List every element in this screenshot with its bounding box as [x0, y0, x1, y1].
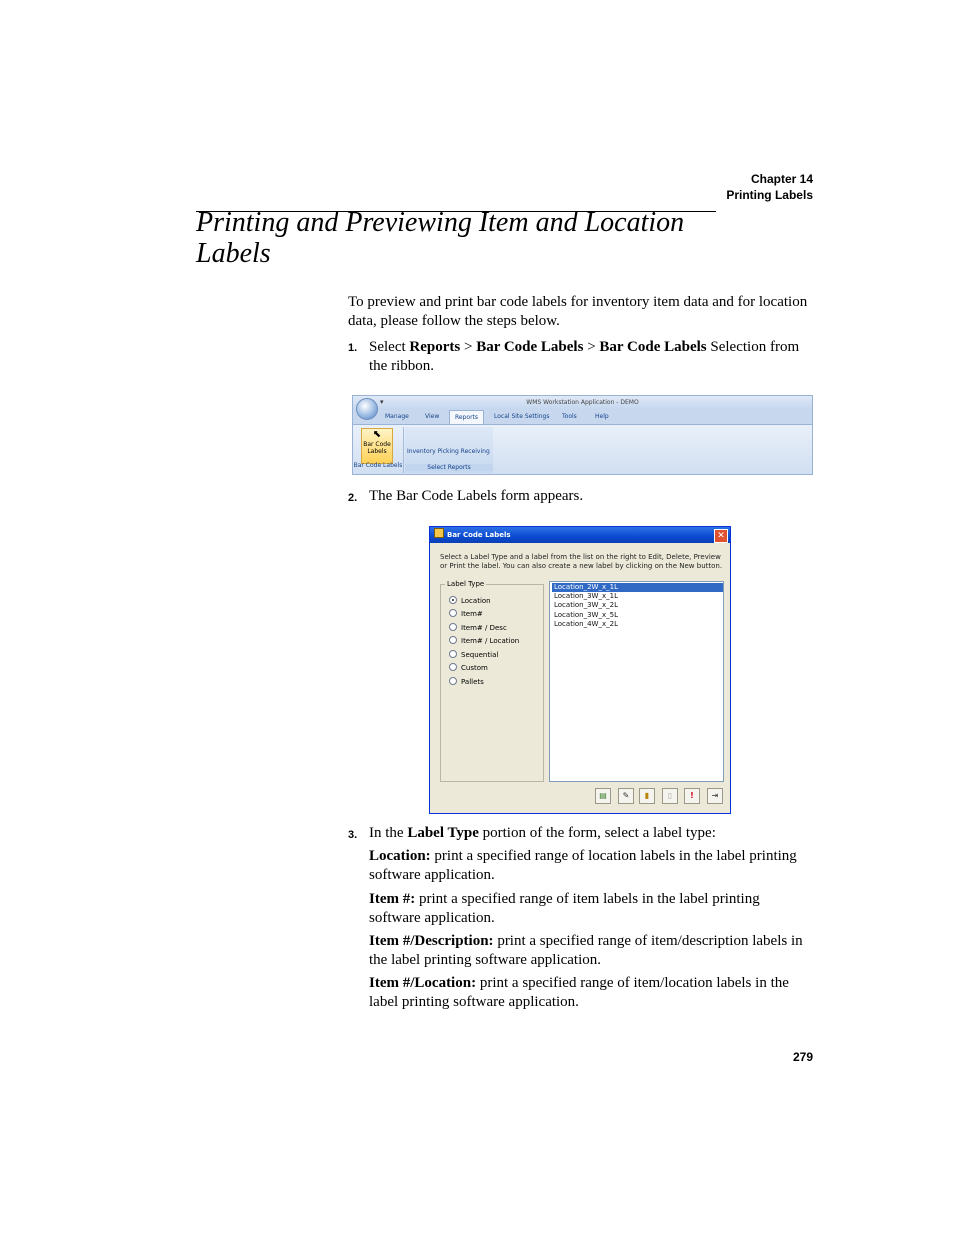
tab-manage[interactable]: Manage [385, 413, 409, 420]
print-button[interactable]: ! [684, 788, 700, 804]
button-label-line2: Labels [367, 448, 387, 455]
radio-item-desc[interactable]: Item# / Desc [449, 623, 507, 633]
radio-icon [449, 596, 457, 604]
radio-icon [449, 609, 457, 617]
list-item[interactable]: Location_4W_x_2L [554, 620, 618, 628]
step-number: 3. [348, 829, 358, 841]
page-number: 279 [792, 1050, 813, 1064]
bar-code-labels-dialog [429, 526, 731, 814]
report-buttons[interactable]: Inventory Picking Receiving [407, 448, 490, 455]
edit-button[interactable]: ✎ [618, 788, 634, 804]
radio-pallets[interactable]: Pallets [449, 677, 484, 687]
radio-item[interactable]: Item# [449, 609, 483, 619]
exit-button[interactable]: ⇥ [707, 788, 723, 804]
tab-reports[interactable]: Reports [449, 410, 484, 425]
delete-button[interactable]: ▮ [639, 788, 655, 804]
dialog-titlebar [430, 527, 730, 543]
step-1-text: Select Reports > Bar Code Labels > Bar Code Labels Selection from the ribbon. [369, 339, 800, 374]
bar-code-labels-button[interactable] [361, 428, 393, 464]
dialog-title: Bar Code Labels [447, 531, 511, 539]
list-item[interactable]: Location_3W_x_1L [554, 592, 618, 600]
definition-location: Location: print a specified range of location labels in the label printing software application. [369, 848, 797, 883]
tab-tools[interactable]: Tools [562, 413, 577, 420]
step-number: 2. [348, 492, 358, 504]
chapter-header: Chapter 14 [750, 172, 813, 186]
close-icon[interactable]: ✕ [714, 529, 728, 543]
tab-view[interactable]: View [425, 413, 440, 420]
group-separator [403, 427, 404, 473]
window-title: WMS Workstation Application - DEMO [526, 399, 639, 406]
group-label-select-reports: Select Reports [405, 464, 493, 471]
list-item[interactable]: Location_3W_x_2L [554, 601, 618, 609]
button-label-line1: Bar Code [363, 441, 391, 448]
ribbon-screenshot [352, 395, 813, 475]
tab-help[interactable]: Help [595, 413, 609, 420]
group-label-bar-code: Bar Code Labels [353, 462, 403, 469]
step-2-text: The Bar Code Labels form appears. [369, 488, 584, 504]
step-3-text: In the Label Type portion of the form, select a label type: [369, 825, 716, 841]
definition-item-location: Item #/Location: print a specified range of item/location labels in the label printing software application. [369, 975, 789, 1010]
new-button[interactable]: ▤ [595, 788, 611, 804]
radio-item-location[interactable]: Item# / Location [449, 636, 519, 646]
radio-icon [449, 650, 457, 658]
dialog-instructions: Select a Label Type and a label from the list on the right to Edit, Delete, Preview or Print the label. You can also create a new label by clicking on the New button. [440, 553, 723, 570]
definition-item-description: Item #/Description: print a specified range of item/description labels in the label printing software application. [369, 933, 803, 968]
section-header: Printing Labels [726, 188, 813, 202]
list-item[interactable]: Location_3W_x_5L [554, 611, 618, 619]
tab-local-site-settings[interactable]: Local Site Settings [494, 413, 550, 420]
label-type-caption: Label Type [447, 580, 485, 588]
intro-paragraph: To preview and print bar code labels for inventory item data and for location data, please follow the steps below. [348, 294, 808, 329]
radio-icon [449, 623, 457, 631]
step-number: 1. [348, 342, 358, 354]
radio-icon [449, 636, 457, 644]
ribbon-tabs [353, 410, 812, 424]
definition-item: Item #: print a specified range of item labels in the label printing software application. [369, 891, 760, 926]
ribbon-body [353, 424, 812, 475]
radio-icon [449, 663, 457, 671]
radio-custom[interactable]: Custom [449, 663, 488, 673]
label-list[interactable] [549, 581, 724, 782]
preview-button[interactable]: ▯ [662, 788, 678, 804]
cursor-icon: ⬉ [372, 429, 382, 440]
app-icon [434, 528, 444, 538]
radio-location[interactable]: Location [449, 596, 491, 606]
select-reports-group [405, 427, 493, 473]
radio-icon [449, 677, 457, 685]
radio-sequential[interactable]: Sequential [449, 650, 498, 660]
ribbon-titlebar [353, 396, 812, 409]
quick-access-dropdown-icon[interactable]: ▾ [380, 398, 384, 406]
list-item[interactable]: Location_2W_x_1L [552, 583, 723, 592]
page-title: Printing and Previewing Item and Location Labels [196, 207, 685, 269]
